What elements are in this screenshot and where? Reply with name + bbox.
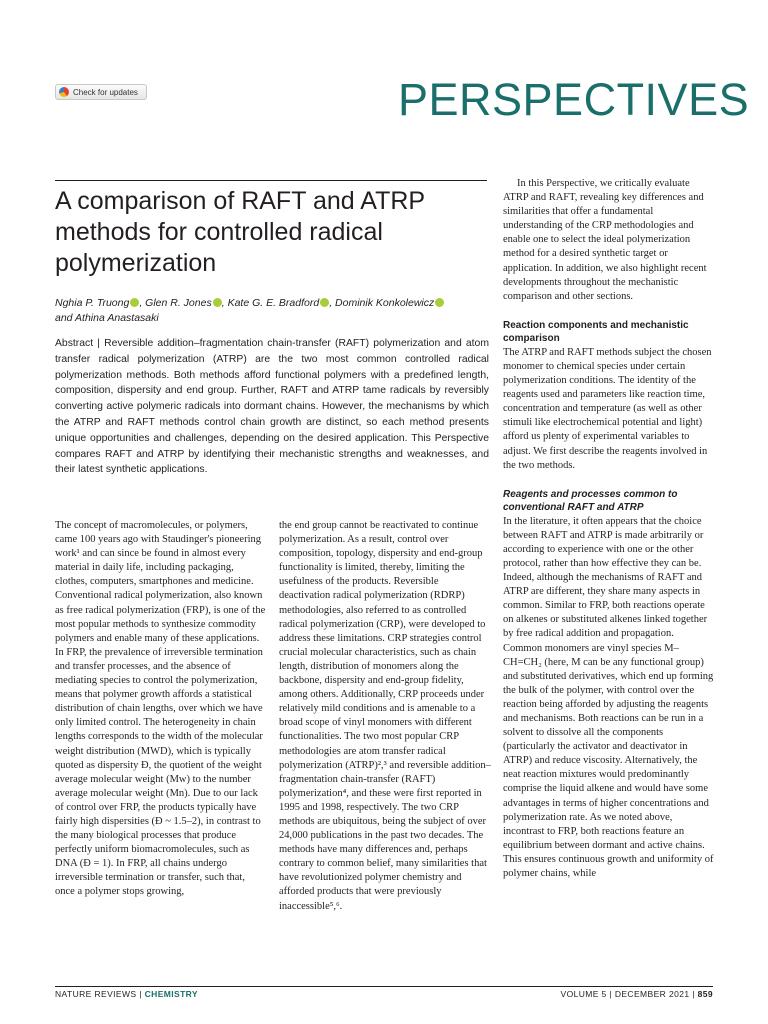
footer-journal (55, 989, 198, 999)
orcid-icon[interactable] (130, 298, 139, 307)
body-paragraph: The concept of macromolecules, or polymers, came 100 years ago with Staudinger's pioneering work¹ and can since be found in almost every material in daily life, including packaging, clothes, computers, smartphones and medicine. Conventional radical polymerization, also known as free radical polymerization (FRP), is one of the most popular methods to synthesize commodity polymers and enable many of these applications. In FRP, the prevalence of irreversible termination and transfer processes, and the absence of mediating species to control the polymerization, means that polymer growth affords a statistical distribution of chain lengths, over which we have only limited control. The heterogeneity in chain lengths corresponds to the width of the molecular weight distribution (MWD), which is typically quoted as dispersity Đ, the quotient of the weight average molecular weight (Mw) to the number average molecular weight (Mn). Due to our lack of control over FRP, the products typically have fairly high dispersities (Đ ~ 1.5–2), in contrast to the many biological processes that produce perfectly uniform biomacromolecules, such as DNA (Đ = 1). In FRP, all chains undergo irreversible termination or transfer, such that, once a polymer stops growing, (55, 520, 266, 898)
footer-rule (55, 986, 713, 987)
section-heading: Reaction components and mechanistic comparison (503, 319, 689, 345)
abstract-text: Reversible addition–fragmentation chain-transfer (RAFT) polymerization and atom transfer radical polymerization (ATRP) are the two most common controlled radical polymerization methods. Both methods afford functional polymers with a predefined length, composition, dispersity and end group. Further, RAFT and ATRP tame radicals by reversibly converting active polymeric radicals into dormant chains. However, the mechanisms by which the ATRP and RAFT methods control chain growth are distinct, so each method presents unique opportunities and challenges, depending on the desired application. This Perspective compares RAFT and ATRP by identifying their mechanistic strengths and weaknesses, and their latest synthetic applications. (55, 338, 489, 476)
author-name: Nghia P. Truong (55, 297, 130, 309)
check-for-updates-badge[interactable] (55, 84, 147, 100)
journal-subject: CHEMISTRY (144, 989, 198, 999)
footer-separator: | (689, 989, 698, 999)
body-column-1 (55, 519, 267, 900)
orcid-icon[interactable] (320, 298, 329, 307)
body-paragraph: In the literature, it often appears that the choice between RAFT and ATRP is made arbitrarily or according to experience with one or the other protocol, rather than how effective they can be. Indeed, although the mechanisms of RAFT and ATRP are different, they share many aspects in common. Similar to FRP, both reactions operate on alkenes or substituted alkenes linked together by free radical addition and propagation. Common monomers are vinyl species M–CH=CH₂ (here, M can be any functional group) and substituted derivatives, which end up forming the bulk of the polymer, with control over the reaction being afforded by adjusting the reagents and mechanisms. Both reactions can be run in a solvent to dissolve all the components (particularly the activator and deactivator in ATRP) and reduce viscosity. Alternatively, the neat reaction mixtures would predominantly comprise the liquid alkene and would have some advantages in terms of higher concentrations and polymerization rate. As we noted above, incontrast to FRP, both reactions feature an equilibrium between dormant and active chains. This ensures continuous growth and uniformity of polymer chains, while (503, 515, 714, 880)
check-updates-icon (59, 87, 69, 97)
orcid-icon[interactable] (435, 298, 444, 307)
title-rule (55, 180, 487, 181)
author-separator: , (329, 297, 336, 309)
abstract-separator: | (93, 338, 105, 349)
abstract-label: Abstract (55, 338, 94, 349)
check-updates-label: Check for updates (73, 87, 138, 97)
article-title: A comparison of RAFT and ATRP methods for controlled radical polymerization (55, 187, 425, 277)
body-column-3 (503, 177, 715, 881)
author-name: and Athina Anastasaki (55, 312, 159, 324)
author-name: Dominik Konkolewicz (335, 297, 435, 309)
footer-separator: | (136, 989, 145, 999)
author-name: Glen R. Jones (145, 297, 212, 309)
orcid-icon[interactable] (213, 298, 222, 307)
intro-paragraph: In this Perspective, we critically evaluate ATRP and RAFT, revealing key differences and similarities that offer a fundamental understanding of the CRP methodologies and enable one to select the ideal polymerization method for a desired synthetic target or application. In addition, we also highlight recent developments throughout the mechanistic comparison and other sections. (503, 178, 707, 302)
author-separator: , (139, 297, 146, 309)
author-separator: , (221, 297, 228, 309)
author-list (55, 296, 495, 326)
section-label: PERSPECTIVES (398, 74, 750, 125)
page-number: 859 (697, 989, 713, 999)
issue-info: VOLUME 5 | DECEMBER 2021 (560, 989, 690, 999)
abstract (55, 336, 489, 478)
body-paragraph: The ATRP and RAFT methods subject the chosen monomer to chemical species under certain polymerization conditions. The identity of the reagents used and parameters like reaction time, concentration and temperature (as well as other stimuli like electrochemical potential and light) afford us plenty of experimental variables to adjust. We first describe the reagents involved in the two methods. (503, 346, 712, 471)
subsection-heading: Reagents and processes common to conventional RAFT and ATRP (503, 488, 678, 514)
journal-name: NATURE REVIEWS (55, 989, 137, 999)
footer-issue (561, 989, 714, 999)
body-column-2 (279, 519, 491, 914)
body-paragraph: the end group cannot be reactivated to continue polymerization. As a result, control over composition, topology, dispersity and end-group functionality is limited, thereby, limiting the usefulness of the products. Reversible deactivation radical polymerization (RDRP) methodologies, also referred to as controlled radical polymerization (CRP), were developed to address these limitations. CRP strategies control crucial molecular characteristics, such as chain length, distribution of monomers along the backbone, dispersity and end-group fidelity, among others. Additionally, CRP proceeds under relatively mild conditions and is amenable to a broad scope of vinyl monomers with different functionalities. The two most popular CRP methodologies are atom transfer radical polymerization (ATRP)²,³ and reversible addition–fragmentation chain-transfer (RAFT) polymerization⁴, and these were first reported in 1995 and 1998, respectively. The two CRP methods are ubiquitous, being the subject of over 24,000 publications in the past two decades. The methods have many differences and, perhaps contrary to common belief, many similarities that have revolutionized polymer chemistry and afforded products that were previously inaccessible⁵,⁶. (279, 520, 491, 912)
author-name: Kate G. E. Bradford (227, 297, 320, 309)
